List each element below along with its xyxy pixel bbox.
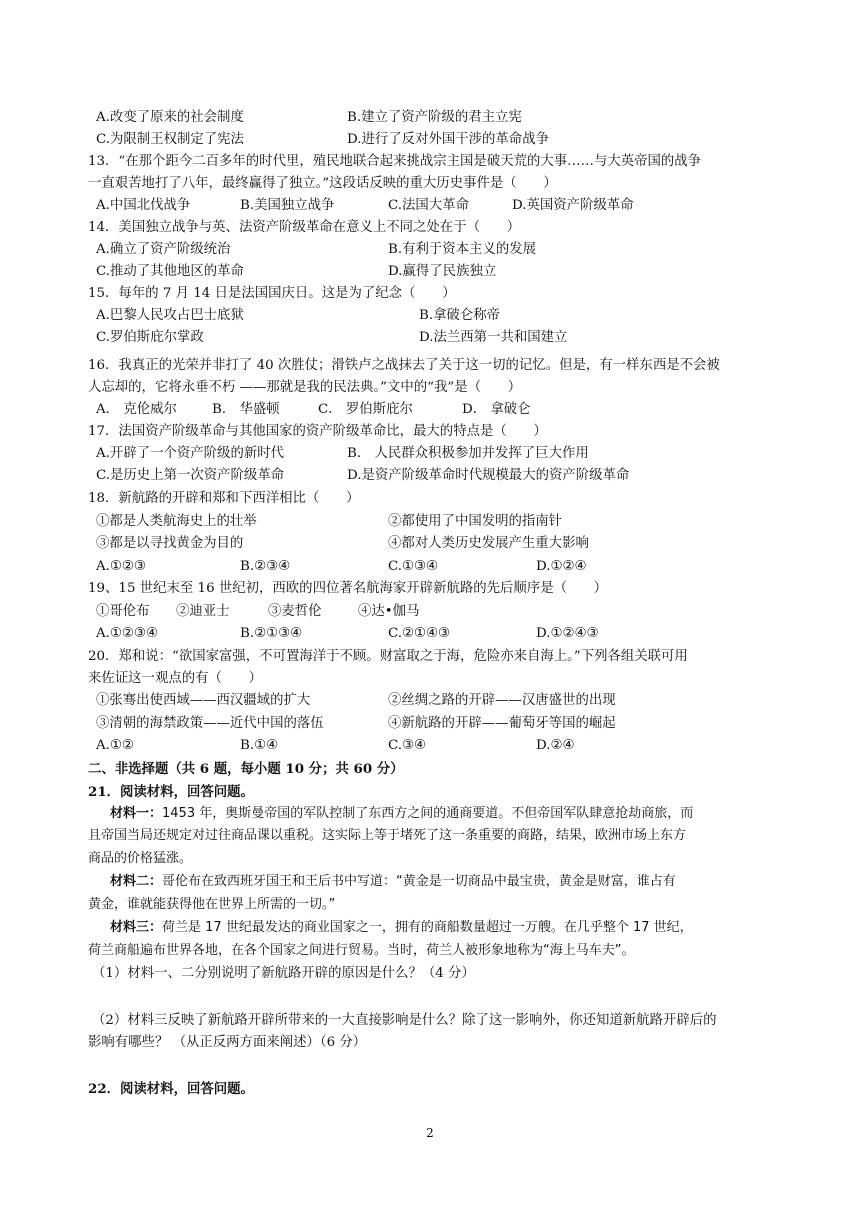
- q17-option-d: D.是资产阶级革命时代规模最大的资产阶级革命: [347, 468, 630, 483]
- material-2-line1: [110, 871, 676, 893]
- q17-option-b: B． 人民群众积极参加并发挥了巨大作用: [347, 446, 589, 461]
- material-1-line3: 商品的价格猛涨。: [88, 851, 193, 866]
- q13-stem-line1: 13．“在那个距今二百多年的时代里，殖民地联合起来挑战宗主国是破天荒的大事……与大英帝国的战争: [88, 154, 702, 169]
- q18-item-4: ④都对人类历史发展产生重大影响: [388, 536, 589, 551]
- q19-item-4: ④达•伽马: [358, 604, 420, 619]
- q18-item-3: ③都是以寻找黄金为目的: [96, 536, 244, 551]
- q16-option-c: C． 罗伯斯庇尔: [318, 402, 413, 417]
- q21-subquestion-2-line1: （2）材料三反映了新航路开辟所带来的一大直接影响是什么？除了这一影响外，你还知道新航路开辟后的: [92, 1013, 717, 1028]
- q16-option-a: A． 克伦威尔: [96, 402, 177, 417]
- material-3-line1: [110, 917, 693, 939]
- q18-item-1: ①都是人类航海史上的壮举: [96, 514, 257, 529]
- q18-item-2: ②都使用了中国发明的指南针: [388, 514, 563, 529]
- q19-stem: 19、15 世纪末至 16 世纪初，西欧的四位著名航海家开辟新航路的先后顺序是（ ）: [88, 581, 608, 596]
- material-1-line2: 且帝国当局还规定对过往商品课以重税。这实际上等于堵死了这一条重要的商路，结果，欧洲市场上东方: [88, 828, 687, 843]
- q18-option-b: B.②③④: [240, 559, 291, 574]
- material-3-label: 材料三：: [110, 920, 163, 935]
- q20-stem-line2: 来佐证这一观点的有（ ）: [88, 671, 263, 686]
- q20-option-b: B.①④: [240, 738, 279, 753]
- q12-option-a: A.改变了原来的社会制度: [96, 110, 244, 125]
- material-2-line2: 黄金，谁就能获得他在世界上所需的一切。”: [88, 897, 336, 912]
- q18-option-a: A.①②③: [96, 559, 146, 574]
- q20-stem-line1: 20．郑和说：“欲国家富强，不可置海洋于不顾。财富取之于海，危险亦来自海上。”下列各组关联可用: [88, 649, 688, 664]
- q19-option-d: D.①②④③: [536, 626, 599, 641]
- q17-stem: 17．法国资产阶级革命与其他国家的资产阶级革命比，最大的特点是（ ）: [88, 424, 547, 439]
- q15-option-c: C.罗伯斯庇尔掌政: [96, 330, 204, 345]
- q15-option-d: D.法兰西第一共和国建立: [419, 330, 568, 345]
- material-1-label: 材料一：: [110, 806, 163, 821]
- material-2-text-1: 哥伦布在致西班牙国王和王后书中写道：“黄金是一切商品中最宝贵，黄金是财富，谁占有: [162, 874, 676, 889]
- q21-subquestion-2-line2: 影响有哪些？ （从正反两方面来阐述）（6 分）: [88, 1035, 367, 1050]
- q16-option-b: B． 华盛顿: [212, 402, 280, 417]
- q13-option-d: D.英国资产阶级革命: [512, 198, 634, 213]
- q19-option-b: B.②①③④: [240, 626, 303, 641]
- q13-option-c: C.法国大革命: [388, 198, 469, 213]
- q18-option-d: D.①②④: [536, 559, 587, 574]
- q14-option-b: B.有利于资本主义的发展: [388, 242, 537, 257]
- material-1-text-1: 1453 年，奥斯曼帝国的军队控制了东西方之间的通商要道。不但帝国军队肆意抢劫商旅，而: [162, 806, 694, 821]
- q20-item-2: ②丝绸之路的开辟——汉唐盛世的出现: [388, 693, 616, 708]
- q14-option-a: A.确立了资产阶级统治: [96, 242, 231, 257]
- q15-stem: 15．每年的 7 月 14 日是法国国庆日。这是为了纪念（ ）: [88, 286, 456, 301]
- material-2-label: 材料二：: [110, 874, 163, 889]
- q15-option-b: B.拿破仑称帝: [419, 308, 501, 323]
- q13-option-a: A.中国北伐战争: [96, 198, 191, 213]
- q16-stem-line1: 16．我真正的光荣并非打了 40 次胜仗；滑铁卢之战抹去了关于这一切的记忆。但是，有一样东西是不会被: [88, 358, 720, 373]
- q16-option-d: D． 拿破仑: [462, 402, 531, 417]
- q18-stem: 18．新航路的开辟和郑和下西洋相比（ ）: [88, 491, 360, 506]
- q19-option-a: A.①②③④: [96, 626, 158, 641]
- page-number: 2: [426, 1126, 434, 1140]
- q12-option-c: C.为限制王权制定了宪法: [96, 132, 244, 147]
- q19-item-3: ③麦哲伦: [268, 604, 322, 619]
- q17-option-c: C.是历史上第一次资产阶级革命: [96, 468, 285, 483]
- section-2-heading: 二、非选择题（共 6 题，每小题 10 分；共 60 分）: [88, 761, 404, 777]
- q13-option-b: B.美国独立战争: [240, 198, 335, 213]
- q20-item-1: ①张骞出使西域——西汉疆域的扩大: [96, 693, 311, 708]
- q19-item-2: ②迪亚士: [176, 604, 230, 619]
- q19-option-c: C.②①④③: [388, 626, 451, 641]
- q22-title: 22．阅读材料，回答问题。: [88, 1081, 254, 1097]
- q19-item-1: ①哥伦布: [96, 604, 150, 619]
- q15-option-a: A.巴黎人民攻占巴士底狱: [96, 308, 244, 323]
- material-3-text-1: 荷兰是 17 世纪最发达的商业国家之一，拥有的商船数量超过一万艘。在几乎整个 17 世纪，: [162, 920, 693, 935]
- q20-option-a: A.①②: [96, 738, 134, 753]
- q16-stem-line2: 人忘却的，它将永垂不朽 ——那就是我的民法典。”文中的“我”是（ ）: [88, 380, 522, 395]
- q21-title: 21．阅读材料，回答问题。: [88, 784, 254, 800]
- q13-stem-line2: 一直艰苦地打了八年，最终赢得了独立。”这段话反映的重大历史事件是（ ）: [88, 176, 557, 191]
- q17-option-a: A.开辟了一个资产阶级的新时代: [96, 446, 285, 461]
- material-3-line2: 荷兰商船遍布世界各地，在各个国家之间进行贸易。当时，荷兰人被形象地称为“海上马车夫”。: [88, 943, 635, 958]
- q20-item-4: ④新航路的开辟——葡萄牙等国的崛起: [388, 716, 616, 731]
- q12-option-d: D.进行了反对外国干涉的革命战争: [347, 132, 549, 147]
- q12-option-b: B.建立了资产阶级的君主立宪: [347, 110, 522, 125]
- q14-option-d: D.赢得了民族独立: [388, 264, 497, 279]
- q14-stem: 14．美国独立战争与英、法资产阶级革命在意义上不同之处在于（ ）: [88, 220, 521, 235]
- material-1-line1: [110, 803, 693, 825]
- q20-option-d: D.②④: [536, 738, 575, 753]
- q21-subquestion-1: （1）材料一、二分别说明了新航路开辟的原因是什么？（4 分）: [92, 966, 475, 981]
- q20-option-c: C.③④: [388, 738, 427, 753]
- q18-option-c: C.①③④: [388, 559, 439, 574]
- q14-option-c: C.推动了其他地区的革命: [96, 264, 244, 279]
- q20-item-3: ③清朝的海禁政策——近代中国的落伍: [96, 716, 324, 731]
